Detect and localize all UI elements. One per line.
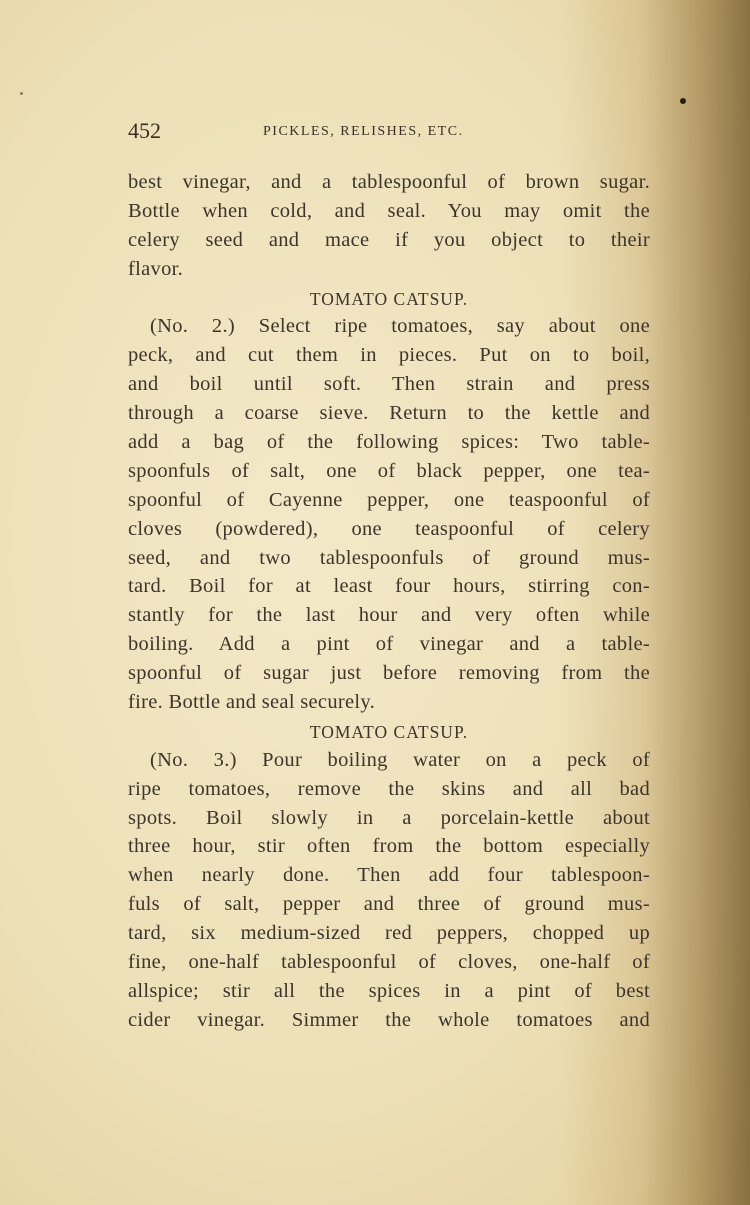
text-line: ripe tomatoes, remove the skins and all bad xyxy=(128,777,650,800)
text-line: three hour, stir often from the bottom especially xyxy=(128,835,650,858)
text-line: tard. Boil for at least four hours, stirring con- xyxy=(128,575,650,598)
text-line: (No. 3.) Pour boiling water on a peck of xyxy=(150,748,650,771)
ink-speck xyxy=(680,98,686,104)
text-line: spots. Boil slowly in a porcelain-kettle about xyxy=(128,806,650,829)
page-body xyxy=(128,168,650,1035)
text-line: celery seed and mace if you object to their xyxy=(128,228,650,251)
text-line: cloves (powdered), one teaspoonful of celery xyxy=(128,517,650,540)
text-line: spoonful of Cayenne pepper, one teaspoonful of xyxy=(128,488,650,511)
ink-speck xyxy=(20,92,23,95)
text-line: spoonfuls of salt, one of black pepper, one tea- xyxy=(128,459,650,482)
text-line: when nearly done. Then add four tablespoon- xyxy=(128,864,650,887)
text-line: Bottle when cold, and seal. You may omit the xyxy=(128,199,650,222)
text-line: stantly for the last hour and very often while xyxy=(128,604,650,627)
recipe-heading: TOMATO CATSUP. xyxy=(309,721,469,742)
text-line: flavor. xyxy=(128,257,184,280)
text-line: allspice; stir all the spices in a pint of best xyxy=(128,979,650,1002)
text-line: fuls of salt, pepper and three of ground mus- xyxy=(128,893,650,916)
text-line: spoonful of sugar just before removing from the xyxy=(128,662,650,685)
text-line: boiling. Add a pint of vinegar and a table- xyxy=(128,633,650,656)
page-number: 452 xyxy=(128,118,161,143)
text-line: and boil until soft. Then strain and press xyxy=(128,373,650,396)
text-line: fine, one-half tablespoonful of cloves, one-half of xyxy=(128,951,650,974)
text-line: (No. 2.) Select ripe tomatoes, say about one xyxy=(150,315,650,338)
text-line: peck, and cut them in pieces. Put on to boil, xyxy=(128,344,650,367)
text-line: seed, and two tablespoonfuls of ground mus- xyxy=(128,546,650,569)
recipe-heading: TOMATO CATSUP. xyxy=(309,288,469,309)
text-line: add a bag of the following spices: Two table- xyxy=(128,431,650,454)
text-line: tard, six medium-sized red peppers, chopped up xyxy=(128,922,650,945)
text-line: fire. Bottle and seal securely. xyxy=(128,691,376,714)
text-line: best vinegar, and a tablespoonful of brown sugar. xyxy=(128,171,650,193)
running-head: PICKLES, RELISHES, ETC. xyxy=(263,124,464,139)
text-line: cider vinegar. Simmer the whole tomatoes and xyxy=(128,1008,650,1031)
page-header xyxy=(128,118,538,148)
text-line: through a coarse sieve. Return to the kettle and xyxy=(128,402,650,425)
